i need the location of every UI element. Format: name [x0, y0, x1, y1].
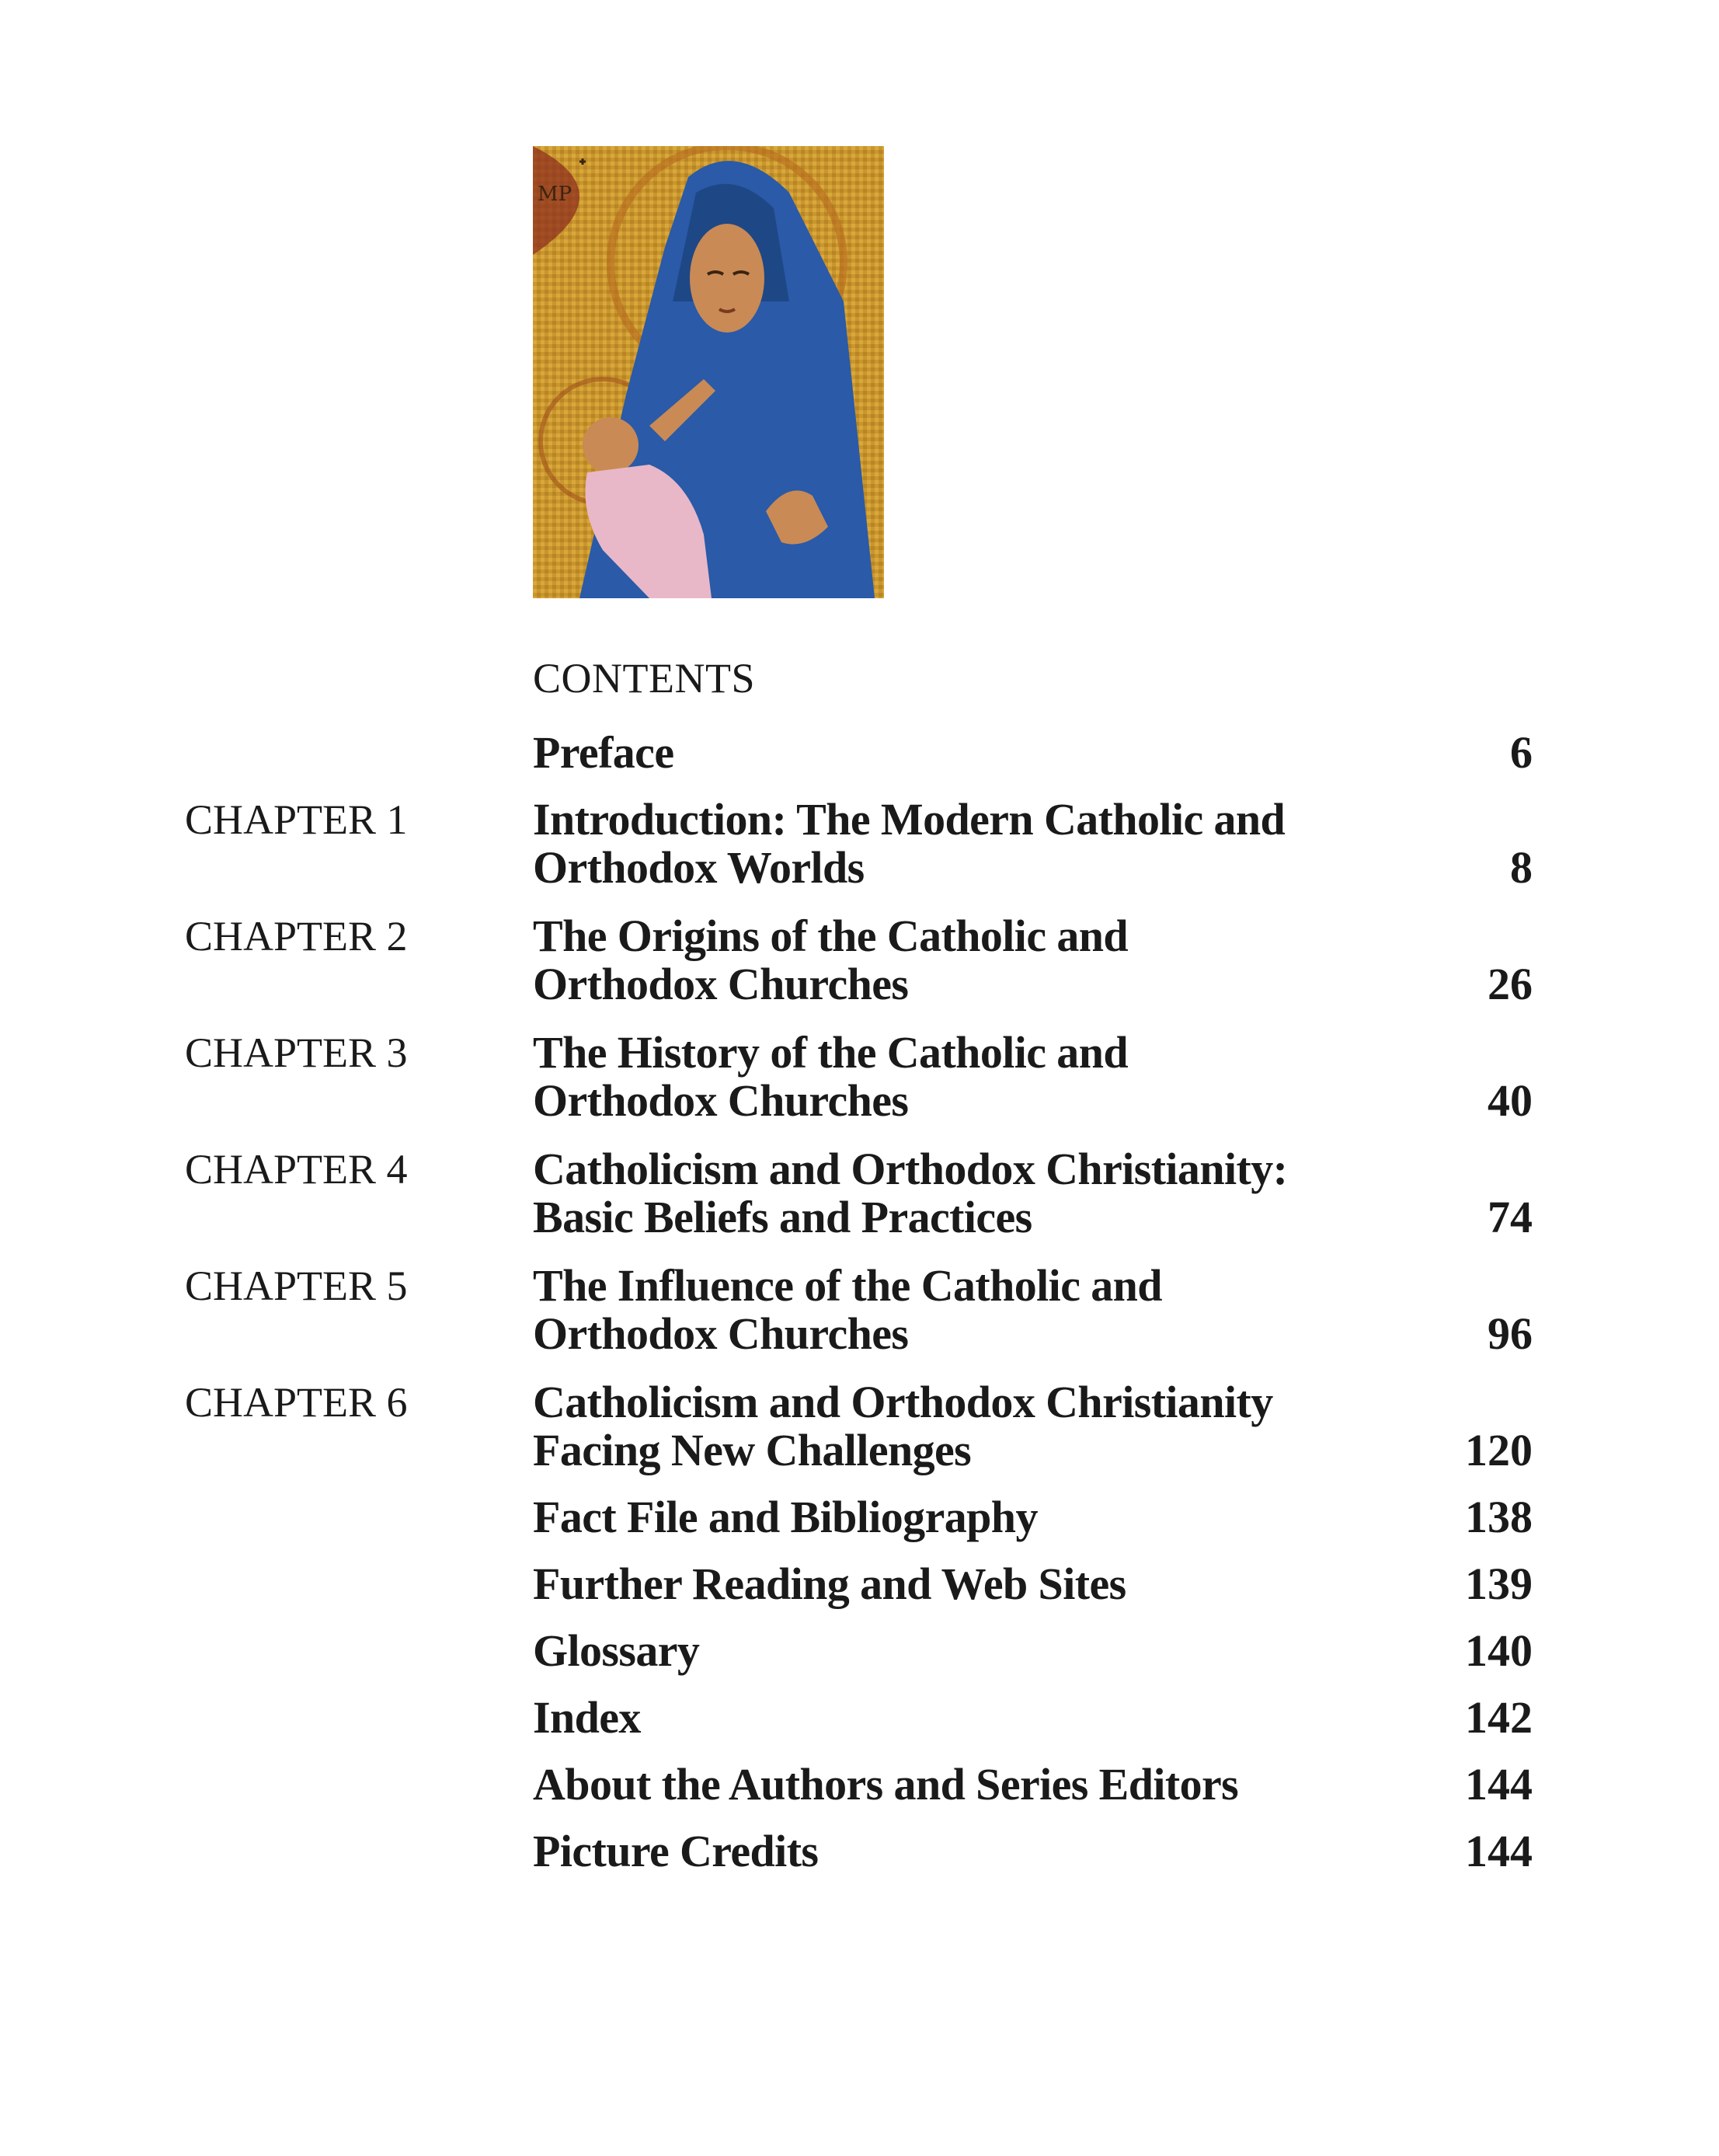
- entry-title-line: Further Reading and Web Sites: [533, 1559, 1126, 1609]
- chapter-label: CHAPTER 3: [185, 1029, 408, 1076]
- chapter-label: CHAPTER 2: [185, 913, 408, 960]
- page-number: 8: [1510, 842, 1533, 893]
- chapter-label: CHAPTER 6: [185, 1379, 408, 1426]
- contents-heading: CONTENTS: [533, 655, 755, 702]
- entry-title-line: Catholicism and Orthodox Christianity:: [533, 1144, 1288, 1194]
- madonna-mosaic-image: [533, 146, 884, 598]
- entry-title-line: Index: [533, 1692, 641, 1743]
- page-number: 138: [1465, 1492, 1533, 1542]
- chapter-label: CHAPTER 5: [185, 1263, 408, 1309]
- entry-title-line: Catholicism and Orthodox Christianity: [533, 1377, 1273, 1427]
- page-number: 40: [1488, 1075, 1533, 1126]
- page-number: 26: [1488, 959, 1533, 1009]
- svg-text:MP: MP: [538, 183, 572, 206]
- chapter-label: CHAPTER 4: [185, 1146, 408, 1193]
- entry-title-line: Introduction: The Modern Catholic and: [533, 794, 1286, 845]
- entry-title: [533, 912, 1387, 1008]
- entry-title: [533, 1493, 1387, 1541]
- entry-title-line: Picture Credits: [533, 1826, 819, 1876]
- page-number: 96: [1488, 1308, 1533, 1359]
- entry-title: [533, 1029, 1387, 1125]
- entry-title-line: About the Authors and Series Editors: [533, 1759, 1239, 1809]
- chapter-label: CHAPTER 1: [185, 796, 408, 843]
- entry-title-line: Facing New Challenges: [533, 1425, 972, 1475]
- page-number: 6: [1510, 727, 1533, 778]
- entry-title-line: Orthodox Churches: [533, 1075, 909, 1126]
- entry-title-line: The Origins of the Catholic and: [533, 911, 1129, 961]
- page-number: 120: [1465, 1425, 1533, 1475]
- entry-title-line: Orthodox Churches: [533, 1308, 909, 1359]
- entry-title: [533, 1627, 1387, 1675]
- entry-title: [533, 1694, 1387, 1742]
- entry-title-line: Orthodox Worlds: [533, 842, 865, 893]
- page-number: 74: [1488, 1192, 1533, 1242]
- page-number: 142: [1465, 1692, 1533, 1743]
- entry-title: [533, 1761, 1387, 1809]
- page-number: 139: [1465, 1559, 1533, 1609]
- entry-title: [533, 1145, 1387, 1242]
- entry-title-line: Glossary: [533, 1625, 700, 1676]
- entry-title: [533, 1560, 1387, 1608]
- entry-title: [533, 1262, 1387, 1358]
- page-number: 144: [1465, 1759, 1533, 1809]
- entry-title: [533, 1827, 1387, 1876]
- entry-title-line: The Influence of the Catholic and: [533, 1260, 1162, 1311]
- page-number: 144: [1465, 1826, 1533, 1876]
- entry-title-line: Orthodox Churches: [533, 959, 909, 1009]
- page-number: 140: [1465, 1625, 1533, 1676]
- entry-title-line: Basic Beliefs and Practices: [533, 1192, 1032, 1242]
- entry-title-line: The History of the Catholic and: [533, 1027, 1129, 1078]
- entry-title-line: Fact File and Bibliography: [533, 1492, 1038, 1542]
- entry-title: [533, 729, 1387, 777]
- entry-title: [533, 796, 1387, 892]
- entry-title: [533, 1378, 1387, 1475]
- entry-title-line: Preface: [533, 727, 674, 778]
